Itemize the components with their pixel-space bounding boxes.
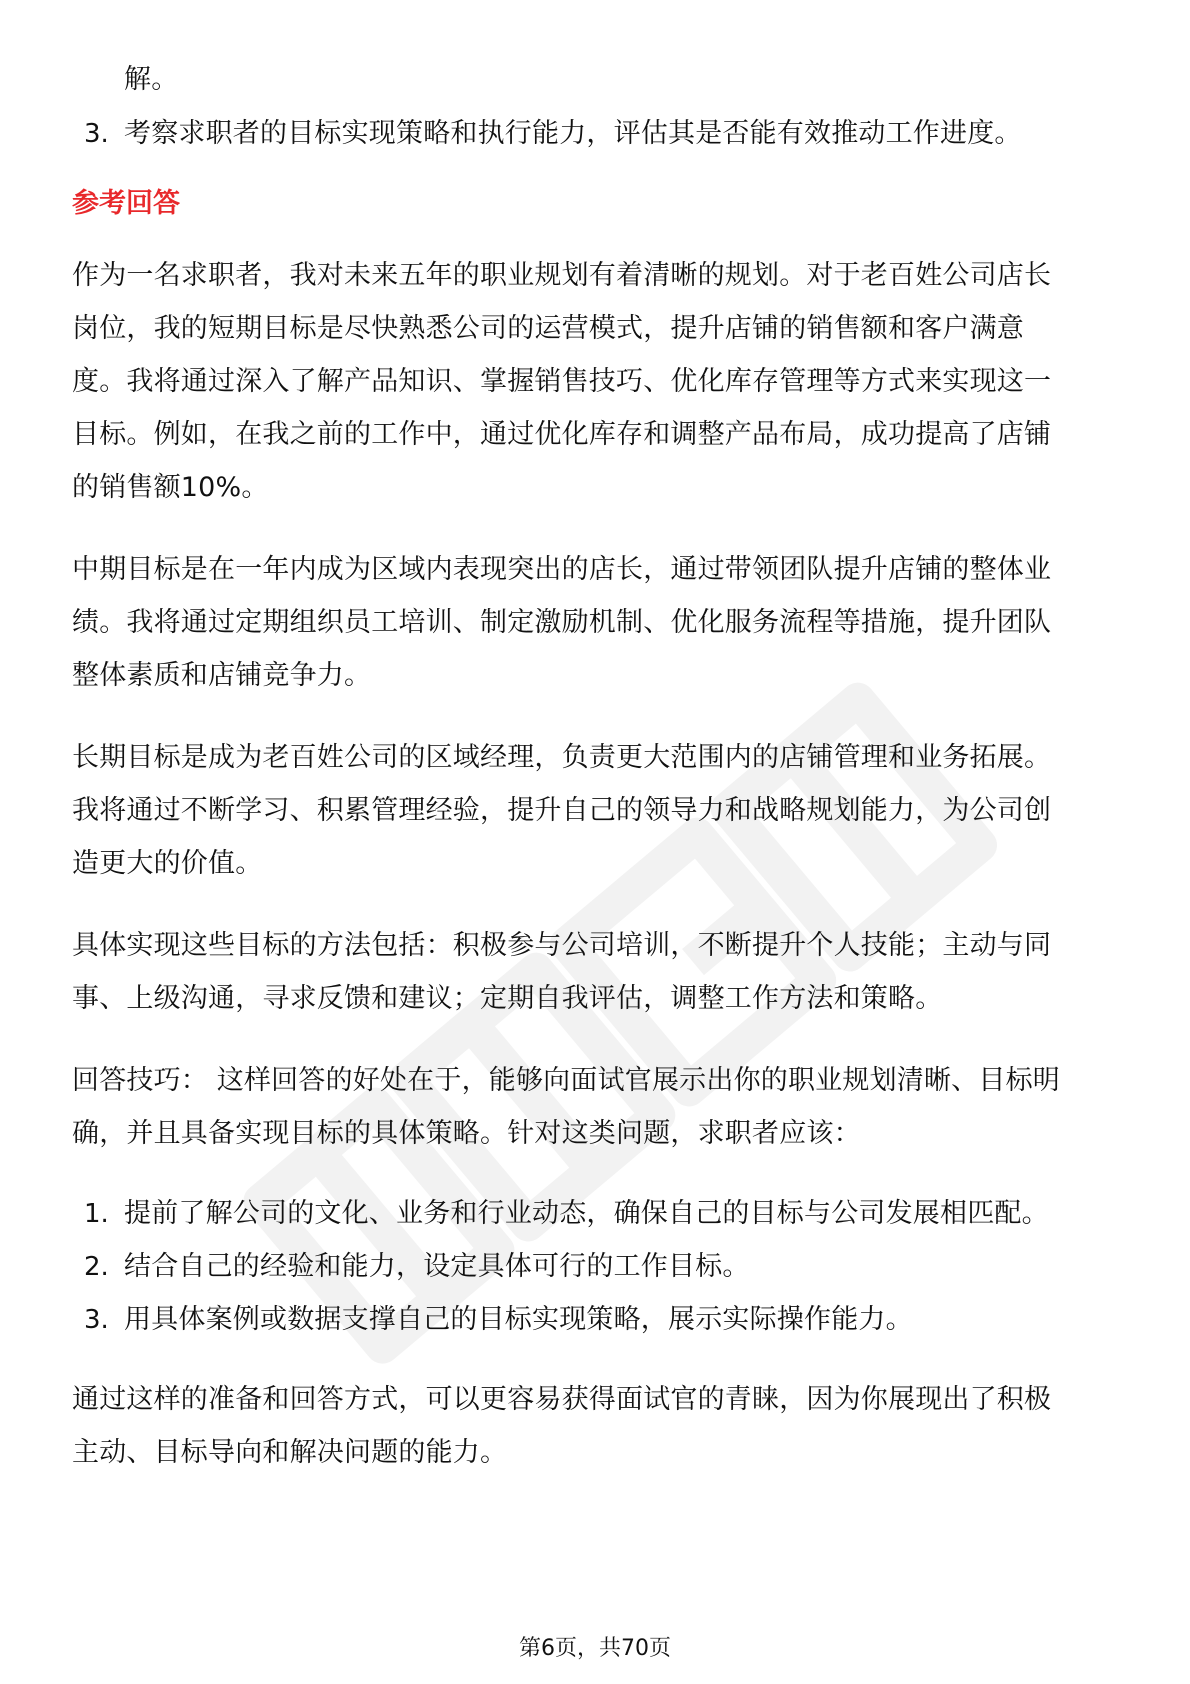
paragraph-line: 我将通过不断学习、积累管理经验，提升自己的领导力和战略规划能力，为公司创 xyxy=(72,795,1052,826)
paragraph-line: 的销售额10%。 xyxy=(72,472,269,503)
paragraph-line: 中期目标是在一年内成为区域内表现突出的店长，通过带领团队提升店铺的整体业 xyxy=(72,554,1052,585)
paragraph-line: 确，并且具备实现目标的具体策略。针对这类问题，求职者应该： xyxy=(72,1118,861,1149)
paragraph-line: 事、上级沟通，寻求反馈和建议；定期自我评估，调整工作方法和策略。 xyxy=(72,983,943,1014)
list-item-number: 3. xyxy=(84,1305,109,1335)
list-item-text: 用具体案例或数据支撑自己的目标实现策略，展示实际操作能力。 xyxy=(124,1304,913,1335)
section-heading: 参考回答 xyxy=(72,188,180,219)
list-item-text: 提前了解公司的文化、业务和行业动态，确保自己的目标与公司发展相匹配。 xyxy=(124,1198,1049,1229)
paragraph-line: 造更大的价值。 xyxy=(72,848,263,879)
paragraph-line: 具体实现这些目标的方法包括：积极参与公司培训，不断提升个人技能；主动与同 xyxy=(72,930,1052,961)
paragraph-line: 度。我将通过深入了解产品知识、掌握销售技巧、优化库存管理等方式来实现这一 xyxy=(72,366,1052,397)
list-item-text: 考察求职者的目标实现策略和执行能力，评估其是否能有效推动工作进度。 xyxy=(124,118,1022,149)
page-footer: 第6页，共70页 xyxy=(519,1636,671,1661)
paragraph-line: 整体素质和店铺竞争力。 xyxy=(72,660,372,691)
list-item-number: 2. xyxy=(84,1252,109,1282)
list-item-number: 3. xyxy=(84,119,109,149)
paragraph-line: 通过这样的准备和回答方式，可以更容易获得面试官的青睐，因为你展现出了积极 xyxy=(72,1384,1052,1415)
paragraph-line: 绩。我将通过定期组织员工培训、制定激励机制、优化服务流程等措施，提升团队 xyxy=(72,607,1052,638)
paragraph-line: 主动、目标导向和解决问题的能力。 xyxy=(72,1437,508,1468)
paragraph-line: 目标。例如，在我之前的工作中，通过优化库存和调整产品布局，成功提高了店铺 xyxy=(72,419,1052,450)
list-item-continuation: 解。 xyxy=(124,64,179,95)
paragraph-line: 作为一名求职者，我对未来五年的职业规划有着清晰的规划。对于老百姓公司店长 xyxy=(72,260,1052,291)
list-item-text: 结合自己的经验和能力，设定具体可行的工作目标。 xyxy=(124,1251,750,1282)
paragraph-line: 岗位，我的短期目标是尽快熟悉公司的运营模式，提升店铺的销售额和客户满意 xyxy=(72,313,1024,344)
paragraph-line: 长期目标是成为老百姓公司的区域经理，负责更大范围内的店铺管理和业务拓展。 xyxy=(72,742,1052,773)
paragraph-line: 回答技巧： 这样回答的好处在于，能够向面试官展示出你的职业规划清晰、目标明 xyxy=(72,1065,1060,1096)
list-item-number: 1. xyxy=(84,1199,109,1229)
